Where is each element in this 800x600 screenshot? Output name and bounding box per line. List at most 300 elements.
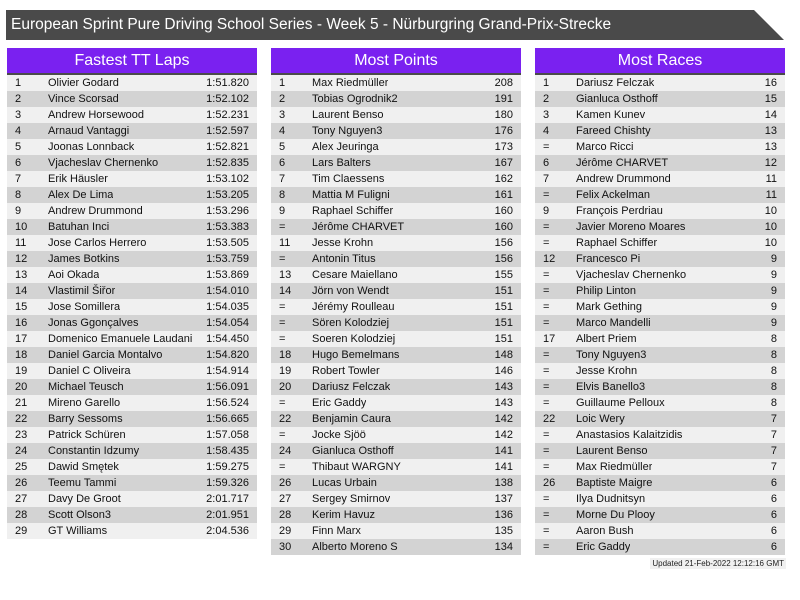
driver-name-cell: Cesare Maiellano bbox=[312, 269, 398, 281]
driver-name-cell: Dariusz Felczak bbox=[312, 381, 391, 393]
driver-name-cell: Morne Du Plooy bbox=[576, 509, 655, 521]
driver-name-cell: Daniel Garcia Montalvo bbox=[48, 349, 163, 361]
table-row bbox=[271, 459, 521, 475]
driver-name-cell: Teemu Tammi bbox=[48, 477, 117, 489]
table-row bbox=[271, 347, 521, 363]
rank-cell: = bbox=[543, 349, 550, 361]
driver-name-cell: Jonas Ggonçalves bbox=[48, 317, 139, 329]
panel-fastest-tt-laps bbox=[7, 48, 257, 539]
value-cell: 143 bbox=[494, 381, 513, 393]
rank-cell: = bbox=[543, 141, 550, 153]
value-cell: 180 bbox=[494, 109, 513, 121]
panel-most-races bbox=[535, 48, 785, 555]
rank-cell: = bbox=[543, 461, 550, 473]
table-row bbox=[535, 539, 785, 555]
driver-name-cell: Sergey Smirnov bbox=[312, 493, 391, 505]
table-row bbox=[7, 363, 257, 379]
value-cell: 142 bbox=[494, 429, 513, 441]
rank-cell: = bbox=[543, 301, 550, 313]
rank-cell: 1 bbox=[543, 77, 550, 89]
table-row bbox=[535, 331, 785, 347]
rank-cell: 21 bbox=[15, 397, 28, 409]
value-cell: 12 bbox=[764, 157, 777, 169]
driver-name-cell: Fareed Chishty bbox=[576, 125, 651, 137]
value-cell: 15 bbox=[764, 93, 777, 105]
value-cell: 2:01.951 bbox=[206, 509, 249, 521]
value-cell: 1:54.820 bbox=[206, 349, 249, 361]
table-row bbox=[535, 411, 785, 427]
value-cell: 9 bbox=[770, 285, 777, 297]
table-row bbox=[7, 459, 257, 475]
rank-cell: 6 bbox=[543, 157, 550, 169]
rank-cell: 1 bbox=[15, 77, 22, 89]
rank-cell: 29 bbox=[279, 525, 292, 537]
rank-cell: 3 bbox=[15, 109, 22, 121]
table-row bbox=[7, 91, 257, 107]
value-cell: 167 bbox=[494, 157, 513, 169]
driver-name-cell: Javier Moreno Moares bbox=[576, 221, 686, 233]
table-row bbox=[535, 459, 785, 475]
table-row bbox=[271, 379, 521, 395]
value-cell: 142 bbox=[494, 413, 513, 425]
rank-cell: 9 bbox=[543, 205, 550, 217]
value-cell: 191 bbox=[494, 93, 513, 105]
rank-cell: 8 bbox=[15, 189, 22, 201]
table-row bbox=[271, 187, 521, 203]
value-cell: 1:51.820 bbox=[206, 77, 249, 89]
rank-cell: 24 bbox=[15, 445, 28, 457]
table-row bbox=[535, 443, 785, 459]
driver-name-cell: Vjacheslav Chernenko bbox=[48, 157, 159, 169]
value-cell: 6 bbox=[770, 509, 777, 521]
rank-cell: 14 bbox=[279, 285, 292, 297]
title-bar bbox=[6, 10, 784, 40]
driver-name-cell: Domenico Emanuele Laudani bbox=[48, 333, 193, 345]
panel-title: Most Points bbox=[271, 48, 521, 75]
value-cell: 134 bbox=[494, 541, 513, 553]
rank-cell: 28 bbox=[279, 509, 292, 521]
value-cell: 6 bbox=[770, 525, 777, 537]
table-row bbox=[271, 219, 521, 235]
rank-cell: 7 bbox=[15, 173, 22, 185]
rank-cell: = bbox=[543, 381, 550, 393]
rank-cell: = bbox=[543, 445, 550, 457]
table-row bbox=[535, 155, 785, 171]
value-cell: 1:56.524 bbox=[206, 397, 249, 409]
table-row bbox=[535, 347, 785, 363]
value-cell: 1:53.205 bbox=[206, 189, 249, 201]
table-row bbox=[271, 475, 521, 491]
driver-name-cell: Jérôme CHARVET bbox=[312, 221, 405, 233]
table-row bbox=[271, 91, 521, 107]
rank-cell: 4 bbox=[15, 125, 22, 137]
driver-name-cell: Raphael Schiffer bbox=[312, 205, 394, 217]
value-cell: 136 bbox=[494, 509, 513, 521]
value-cell: 8 bbox=[770, 349, 777, 361]
rank-cell: = bbox=[543, 525, 550, 537]
value-cell: 7 bbox=[770, 461, 777, 473]
rank-cell: = bbox=[543, 285, 550, 297]
value-cell: 7 bbox=[770, 413, 777, 425]
value-cell: 141 bbox=[494, 445, 513, 457]
rank-cell: 7 bbox=[543, 173, 550, 185]
table-row bbox=[7, 427, 257, 443]
driver-name-cell: Loic Wery bbox=[576, 413, 625, 425]
driver-name-cell: Marco Ricci bbox=[576, 141, 634, 153]
driver-name-cell: Soeren Kolodziej bbox=[312, 333, 396, 345]
table-row bbox=[7, 475, 257, 491]
driver-name-cell: Jose Somillera bbox=[48, 301, 121, 313]
driver-name-cell: Jérémy Roulleau bbox=[312, 301, 395, 313]
table-row bbox=[271, 235, 521, 251]
driver-name-cell: Alex De Lima bbox=[48, 189, 114, 201]
table-row bbox=[535, 363, 785, 379]
table-row bbox=[271, 315, 521, 331]
table-row bbox=[7, 299, 257, 315]
rank-cell: 19 bbox=[15, 365, 28, 377]
rank-cell: = bbox=[543, 365, 550, 377]
table-row bbox=[7, 395, 257, 411]
rank-cell: 26 bbox=[15, 477, 28, 489]
driver-name-cell: Marco Mandelli bbox=[576, 317, 651, 329]
driver-name-cell: Benjamin Caura bbox=[312, 413, 391, 425]
driver-name-cell: Aoi Okada bbox=[48, 269, 100, 281]
table-row bbox=[535, 187, 785, 203]
value-cell: 151 bbox=[494, 333, 513, 345]
table-row bbox=[535, 75, 785, 91]
rank-cell: = bbox=[543, 317, 550, 329]
rank-cell: 10 bbox=[15, 221, 28, 233]
value-cell: 2:01.717 bbox=[206, 493, 249, 505]
table-row bbox=[7, 123, 257, 139]
value-cell: 6 bbox=[770, 541, 777, 553]
value-cell: 9 bbox=[770, 317, 777, 329]
rank-cell: 22 bbox=[279, 413, 292, 425]
table-row bbox=[7, 155, 257, 171]
table-row bbox=[271, 75, 521, 91]
rank-cell: 22 bbox=[543, 413, 556, 425]
driver-name-cell: Anastasios Kalaitzidis bbox=[576, 429, 683, 441]
driver-name-cell: Tony Nguyen3 bbox=[576, 349, 647, 361]
table-row bbox=[535, 251, 785, 267]
driver-name-cell: Andrew Drummond bbox=[576, 173, 671, 185]
driver-name-cell: Jesse Krohn bbox=[312, 237, 374, 249]
rank-cell: 5 bbox=[279, 141, 286, 153]
table-row bbox=[535, 171, 785, 187]
rank-cell: = bbox=[543, 509, 550, 521]
driver-name-cell: Michael Teusch bbox=[48, 381, 124, 393]
table-row bbox=[7, 203, 257, 219]
table-row bbox=[535, 475, 785, 491]
value-cell: 1:52.102 bbox=[206, 93, 249, 105]
fastest-laps-list bbox=[7, 75, 257, 539]
value-cell: 1:53.383 bbox=[206, 221, 249, 233]
rank-cell: 9 bbox=[15, 205, 22, 217]
table-row bbox=[535, 107, 785, 123]
value-cell: 161 bbox=[494, 189, 513, 201]
rank-cell: 15 bbox=[15, 301, 28, 313]
driver-name-cell: Kamen Kunev bbox=[576, 109, 646, 121]
value-cell: 1:59.326 bbox=[206, 477, 249, 489]
rank-cell: = bbox=[543, 429, 550, 441]
value-cell: 1:53.102 bbox=[206, 173, 249, 185]
driver-name-cell: Tony Nguyen3 bbox=[312, 125, 383, 137]
table-row bbox=[271, 523, 521, 539]
driver-name-cell: Ilya Dudnitsyn bbox=[576, 493, 646, 505]
driver-name-cell: Tobias Ogrodnik2 bbox=[312, 93, 398, 105]
driver-name-cell: Mireno Garello bbox=[48, 397, 121, 409]
table-row bbox=[271, 507, 521, 523]
table-row bbox=[7, 267, 257, 283]
driver-name-cell: Gianluca Osthoff bbox=[312, 445, 394, 457]
driver-name-cell: Batuhan Inci bbox=[48, 221, 110, 233]
value-cell: 148 bbox=[494, 349, 513, 361]
table-row bbox=[535, 427, 785, 443]
table-row bbox=[535, 491, 785, 507]
driver-name-cell: Elvis Banello3 bbox=[576, 381, 646, 393]
table-row bbox=[271, 491, 521, 507]
value-cell: 1:54.035 bbox=[206, 301, 249, 313]
value-cell: 1:54.450 bbox=[206, 333, 249, 345]
driver-name-cell: Francesco Pi bbox=[576, 253, 641, 265]
table-row bbox=[271, 331, 521, 347]
table-row bbox=[535, 395, 785, 411]
table-row bbox=[535, 315, 785, 331]
value-cell: 1:52.597 bbox=[206, 125, 249, 137]
table-row bbox=[535, 283, 785, 299]
rank-cell: 7 bbox=[279, 173, 286, 185]
value-cell: 7 bbox=[770, 429, 777, 441]
value-cell: 173 bbox=[494, 141, 513, 153]
table-row bbox=[535, 203, 785, 219]
table-row bbox=[7, 491, 257, 507]
value-cell: 13 bbox=[764, 125, 777, 137]
table-row bbox=[271, 203, 521, 219]
value-cell: 11 bbox=[765, 173, 777, 185]
table-row bbox=[535, 139, 785, 155]
rank-cell: 12 bbox=[15, 253, 28, 265]
driver-name-cell: Gianluca Osthoff bbox=[576, 93, 658, 105]
table-row bbox=[271, 171, 521, 187]
value-cell: 6 bbox=[770, 493, 777, 505]
driver-name-cell: Daniel C Oliveira bbox=[48, 365, 131, 377]
value-cell: 151 bbox=[494, 317, 513, 329]
value-cell: 138 bbox=[494, 477, 513, 489]
table-row bbox=[7, 347, 257, 363]
driver-name-cell: Vince Scorsad bbox=[48, 93, 119, 105]
value-cell: 1:56.091 bbox=[206, 381, 249, 393]
rank-cell: 3 bbox=[279, 109, 286, 121]
rank-cell: = bbox=[279, 317, 286, 329]
table-row bbox=[7, 443, 257, 459]
most-races-list bbox=[535, 75, 785, 555]
driver-name-cell: Dariusz Felczak bbox=[576, 77, 655, 89]
driver-name-cell: Andrew Drummond bbox=[48, 205, 143, 217]
table-row bbox=[7, 139, 257, 155]
most-points-list bbox=[271, 75, 521, 555]
rank-cell: 26 bbox=[279, 477, 292, 489]
driver-name-cell: Finn Marx bbox=[312, 525, 361, 537]
driver-name-cell: Andrew Horsewood bbox=[48, 109, 144, 121]
table-row bbox=[271, 427, 521, 443]
driver-name-cell: Raphael Schiffer bbox=[576, 237, 658, 249]
table-row bbox=[271, 107, 521, 123]
table-row bbox=[535, 267, 785, 283]
rank-cell: = bbox=[543, 269, 550, 281]
driver-name-cell: Laurent Benso bbox=[312, 109, 384, 121]
value-cell: 10 bbox=[764, 237, 777, 249]
rank-cell: = bbox=[279, 461, 286, 473]
driver-name-cell: Jocke Sjöö bbox=[312, 429, 366, 441]
value-cell: 151 bbox=[494, 301, 513, 313]
value-cell: 1:53.759 bbox=[206, 253, 249, 265]
rank-cell: 25 bbox=[15, 461, 28, 473]
table-row bbox=[535, 235, 785, 251]
table-row bbox=[7, 523, 257, 539]
value-cell: 9 bbox=[770, 253, 777, 265]
rank-cell: 2 bbox=[279, 93, 286, 105]
rank-cell: = bbox=[279, 221, 286, 233]
rank-cell: 29 bbox=[15, 525, 28, 537]
table-row bbox=[7, 331, 257, 347]
table-row bbox=[7, 379, 257, 395]
rank-cell: 20 bbox=[279, 381, 292, 393]
table-row bbox=[535, 523, 785, 539]
rank-cell: 11 bbox=[15, 237, 27, 249]
rank-cell: = bbox=[279, 429, 286, 441]
rank-cell: = bbox=[543, 397, 550, 409]
driver-name-cell: Max Riedmüller bbox=[576, 461, 653, 473]
table-row bbox=[271, 123, 521, 139]
table-row bbox=[7, 171, 257, 187]
driver-name-cell: Arnaud Vantaggi bbox=[48, 125, 130, 137]
value-cell: 1:56.665 bbox=[206, 413, 249, 425]
value-cell: 8 bbox=[770, 397, 777, 409]
value-cell: 141 bbox=[494, 461, 513, 473]
table-row bbox=[535, 379, 785, 395]
table-row bbox=[7, 251, 257, 267]
value-cell: 1:53.296 bbox=[206, 205, 249, 217]
value-cell: 9 bbox=[770, 269, 777, 281]
driver-name-cell: Joonas Lonnback bbox=[48, 141, 135, 153]
rank-cell: 20 bbox=[15, 381, 28, 393]
driver-name-cell: Lucas Urbain bbox=[312, 477, 377, 489]
value-cell: 11 bbox=[765, 189, 777, 201]
driver-name-cell: Felix Ackelman bbox=[576, 189, 650, 201]
driver-name-cell: Jérôme CHARVET bbox=[576, 157, 669, 169]
rank-cell: 22 bbox=[15, 413, 28, 425]
driver-name-cell: Constantin Idzumy bbox=[48, 445, 140, 457]
value-cell: 143 bbox=[494, 397, 513, 409]
driver-name-cell: François Perdriau bbox=[576, 205, 663, 217]
value-cell: 10 bbox=[764, 205, 777, 217]
value-cell: 1:52.835 bbox=[206, 157, 249, 169]
rank-cell: = bbox=[543, 237, 550, 249]
value-cell: 135 bbox=[494, 525, 513, 537]
table-row bbox=[7, 107, 257, 123]
driver-name-cell: Patrick Schüren bbox=[48, 429, 126, 441]
driver-name-cell: Laurent Benso bbox=[576, 445, 648, 457]
rank-cell: 13 bbox=[279, 269, 292, 281]
table-row bbox=[271, 395, 521, 411]
driver-name-cell: Robert Towler bbox=[312, 365, 380, 377]
table-row bbox=[271, 155, 521, 171]
rank-cell: 12 bbox=[543, 253, 556, 265]
table-row bbox=[535, 91, 785, 107]
driver-name-cell: Eric Gaddy bbox=[312, 397, 367, 409]
rank-cell: = bbox=[543, 493, 550, 505]
table-row bbox=[535, 507, 785, 523]
rank-cell: 5 bbox=[15, 141, 22, 153]
table-row bbox=[271, 539, 521, 555]
panel-title: Fastest TT Laps bbox=[7, 48, 257, 75]
driver-name-cell: Guillaume Pelloux bbox=[576, 397, 665, 409]
value-cell: 8 bbox=[770, 333, 777, 345]
rank-cell: 3 bbox=[543, 109, 550, 121]
driver-name-cell: Eric Gaddy bbox=[576, 541, 631, 553]
table-row bbox=[7, 507, 257, 523]
value-cell: 7 bbox=[770, 445, 777, 457]
rank-cell: 30 bbox=[279, 541, 292, 553]
driver-name-cell: Max Riedmüller bbox=[312, 77, 389, 89]
driver-name-cell: Lars Balters bbox=[312, 157, 371, 169]
rank-cell: 2 bbox=[15, 93, 22, 105]
driver-name-cell: Scott Olson3 bbox=[48, 509, 111, 521]
driver-name-cell: Jörn von Wendt bbox=[312, 285, 389, 297]
rank-cell: 17 bbox=[15, 333, 28, 345]
value-cell: 1:59.275 bbox=[206, 461, 249, 473]
table-row bbox=[535, 219, 785, 235]
table-row bbox=[271, 267, 521, 283]
table-row bbox=[271, 299, 521, 315]
rank-cell: 19 bbox=[279, 365, 292, 377]
table-row bbox=[7, 283, 257, 299]
value-cell: 8 bbox=[770, 381, 777, 393]
driver-name-cell: Dawid Smętek bbox=[48, 461, 119, 473]
rank-cell: 4 bbox=[279, 125, 286, 137]
value-cell: 14 bbox=[764, 109, 777, 121]
rank-cell: 8 bbox=[279, 189, 286, 201]
updated-timestamp: Updated 21-Feb-2022 12:12:16 GMT bbox=[652, 559, 784, 568]
value-cell: 151 bbox=[494, 285, 513, 297]
table-row bbox=[535, 299, 785, 315]
rank-cell: = bbox=[279, 333, 286, 345]
driver-name-cell: Mattia M Fuligni bbox=[312, 189, 390, 201]
rank-cell: = bbox=[543, 541, 550, 553]
driver-name-cell: Alberto Moreno S bbox=[312, 541, 398, 553]
rank-cell: = bbox=[543, 221, 550, 233]
rank-cell: = bbox=[279, 253, 286, 265]
page-title: European Sprint Pure Driving School Series - Week 5 - Nürburgring Grand-Prix-Strecke bbox=[11, 16, 612, 33]
value-cell: 176 bbox=[494, 125, 513, 137]
rank-cell: 24 bbox=[279, 445, 292, 457]
driver-name-cell: Hugo Bemelmans bbox=[312, 349, 400, 361]
driver-name-cell: Antonin Titus bbox=[312, 253, 376, 265]
table-row bbox=[271, 411, 521, 427]
table-row bbox=[271, 139, 521, 155]
driver-name-cell: Davy De Groot bbox=[48, 493, 121, 505]
rank-cell: 18 bbox=[15, 349, 28, 361]
table-row bbox=[7, 315, 257, 331]
value-cell: 155 bbox=[494, 269, 513, 281]
rank-cell: 17 bbox=[543, 333, 556, 345]
value-cell: 146 bbox=[494, 365, 513, 377]
table-row bbox=[271, 251, 521, 267]
rank-cell: 1 bbox=[279, 77, 286, 89]
value-cell: 10 bbox=[764, 221, 777, 233]
driver-name-cell: Aaron Bush bbox=[576, 525, 634, 537]
rank-cell: 4 bbox=[543, 125, 550, 137]
